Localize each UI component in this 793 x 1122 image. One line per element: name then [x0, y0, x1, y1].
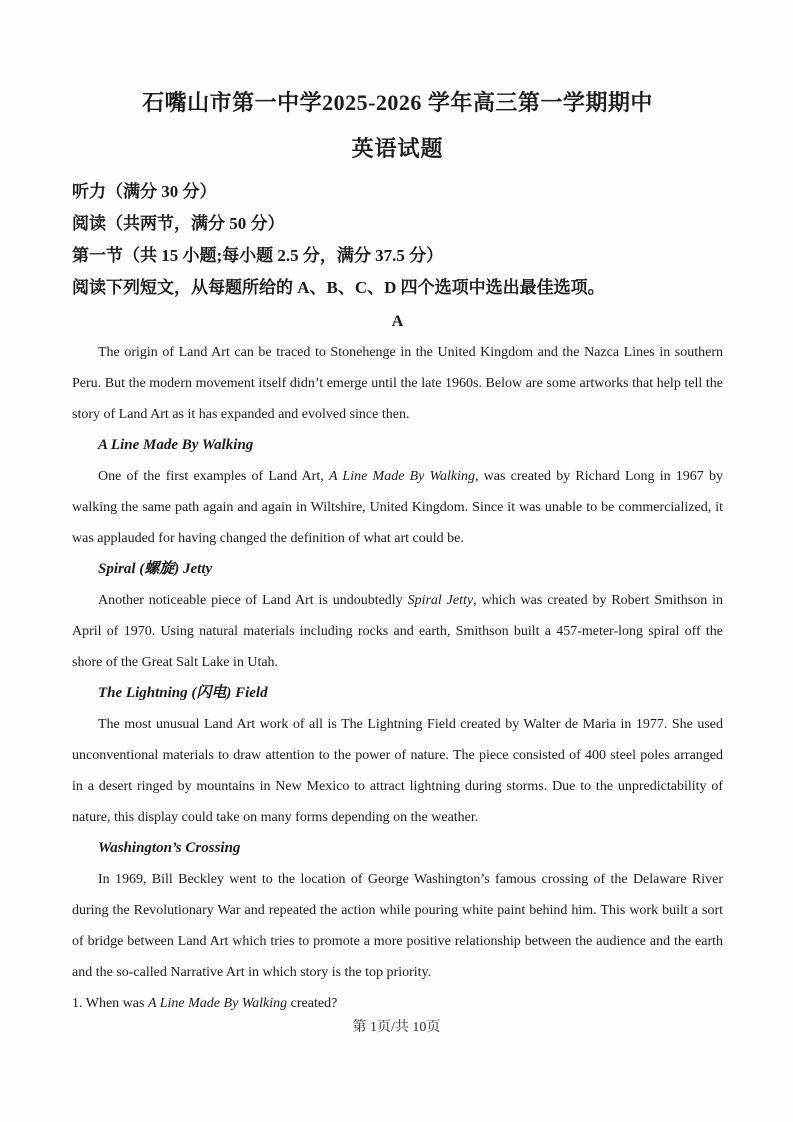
instruction-reading: 阅读（共两节，满分 50 分） — [72, 214, 285, 233]
paragraph-spiral-jetty: Another noticeable piece of Land Art is undoubtedly Spiral Jetty, which was created by Robert Smithson in April of 1970. Using natural materials including rocks and earth, Smithson built a 457-meter-long spiral off the shore of the Great Salt Lake in Utah. — [72, 593, 723, 670]
paragraph-lightning-field: The most unusual Land Art work of all is The Lightning Field created by Walter de Maria in 1977. She used unconventional materials to draw attention to the power of nature. The piece consisted of 400 steel poles arranged in a desert ringed by mountains in New Mexico to attract lightning during storms. Due to the unpredictability of nature, this display could take on many forms depending on the weather. — [72, 717, 723, 825]
heading-washingtons-crossing: Washington’s Crossing — [98, 840, 241, 856]
reading-passage-a — [72, 306, 723, 1019]
heading-spiral-jetty: Spiral (螺旋) Jetty — [98, 561, 213, 577]
exam-instructions — [72, 176, 723, 304]
instruction-part-one: 第一节（共 15 小题;每小题 2.5 分，满分 37.5 分） — [72, 246, 444, 265]
passage-intro-paragraph: The origin of Land Art can be traced to Stonehenge in the United Kingdom and the Nazca Lines in southern Peru. But the modern movement itself didn’t emerge until the late 1960s. Below are some artworks that help tell the story of Land Art as it has expanded and evolved since then. — [72, 345, 723, 422]
paragraph-a-line-made-by-walking: One of the first examples of Land Art, A Line Made By Walking, was created by Richard Long in 1967 by walking the same path again and again in Wiltshire, United Kingdom. Since it was unable to be commercialized, it was applauded for having changed the definition of what art could be. — [72, 469, 723, 546]
instruction-listening: 听力（满分 30 分） — [72, 182, 217, 201]
passage-section-label: A — [391, 313, 404, 330]
paragraph-washingtons-crossing: In 1969, Bill Beckley went to the location of George Washington’s famous crossing of the Delaware River during the Revolutionary War and repeated the action while pouring white paint behind him. This work built a sort of bridge between Land Art which tries to promote a more positive relationship between the audience and the earth and the so-called Narrative Art in which story is the top priority. — [72, 872, 723, 980]
exam-title: 石嘴山市第一中学2025-2026 学年高三第一学期期中 — [142, 90, 653, 115]
page-number-footer: 第 1页/共 10页 — [352, 1020, 441, 1035]
question-1: 1. When was A Line Made By Walking created? — [72, 996, 338, 1011]
exam-subtitle: 英语试题 — [351, 136, 444, 161]
heading-a-line-made-by-walking: A Line Made By Walking — [98, 437, 254, 453]
heading-lightning-field: The Lightning (闪电) Field — [98, 685, 268, 701]
instruction-directions: 阅读下列短文，从每题所给的 A、B、C、D 四个选项中选出最佳选项。 — [72, 278, 605, 297]
